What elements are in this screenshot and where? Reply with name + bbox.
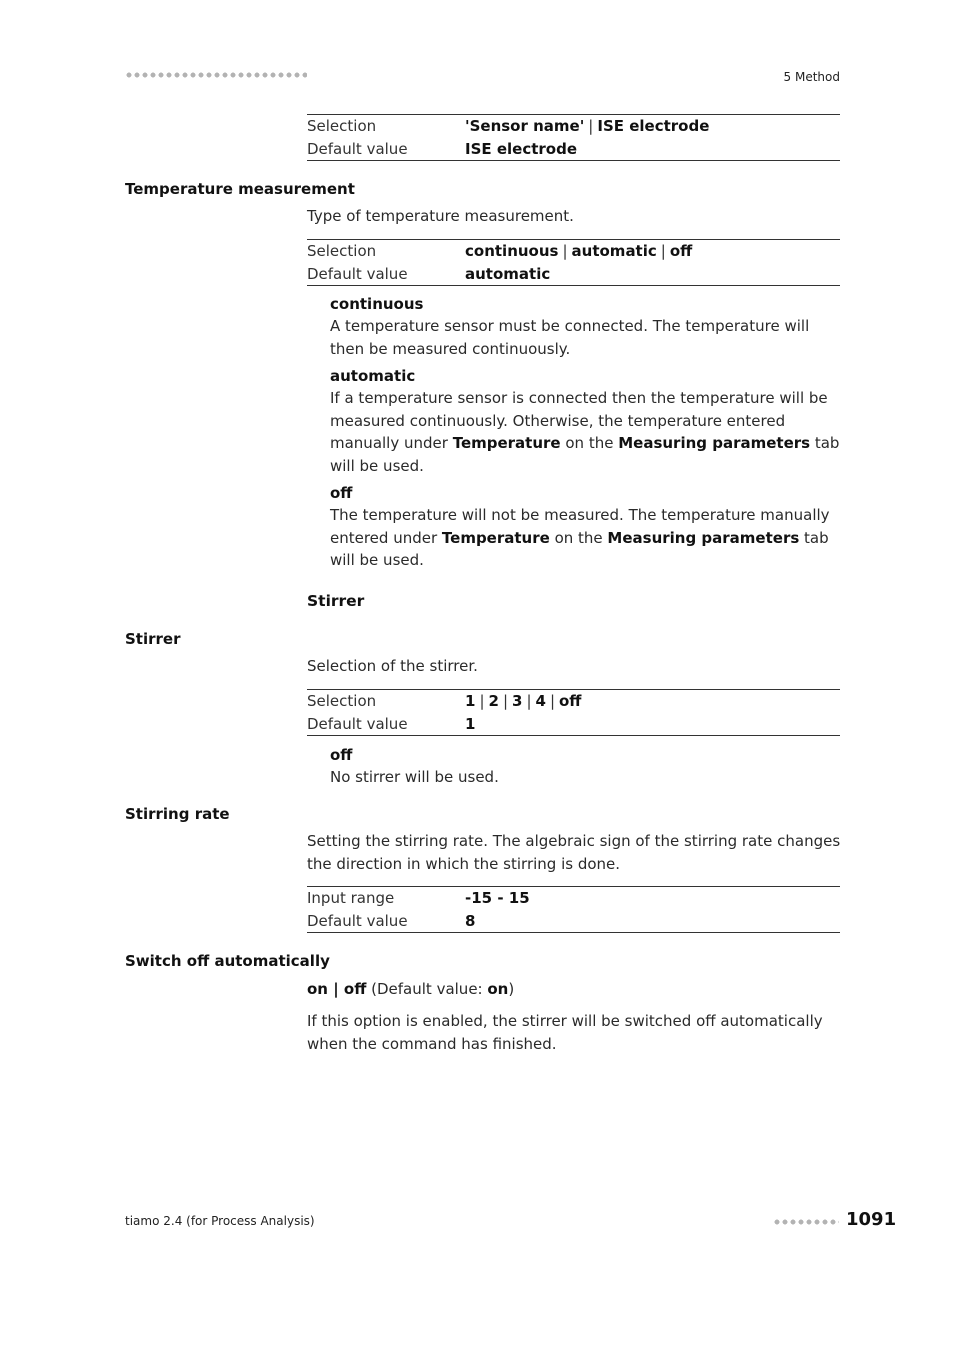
stirrer-heading: Stirrer xyxy=(125,630,181,648)
desc-text: If a temperature sensor is connected then the temperature will be measured continuously. Otherwise, the temperature entered manually under xyxy=(330,389,828,452)
temperature-definition-table xyxy=(307,239,840,286)
default-value: 1 xyxy=(465,714,476,733)
page-number: 1091 xyxy=(846,1209,897,1230)
desc-text: The temperature will not be measured. The temperature manually entered under xyxy=(330,506,830,547)
option-name: off xyxy=(330,746,353,764)
switch-off-description: If this option is enabled, the stirrer will be switched off automatically when the command has finished. xyxy=(307,1012,823,1053)
sensor-definition-table xyxy=(307,114,840,161)
selection-values: continuous | automatic | off xyxy=(465,242,693,261)
option-continuous xyxy=(330,293,842,360)
stirring-rate-heading: Stirring rate xyxy=(125,805,230,823)
table-row xyxy=(307,690,840,713)
input-range-value: -15 - 15 xyxy=(465,889,530,908)
option-name: automatic xyxy=(330,367,416,385)
default-prefix: (Default value: xyxy=(366,980,488,998)
option-description xyxy=(330,387,842,477)
table-row xyxy=(307,713,840,736)
switch-off-heading: Switch off automatically xyxy=(125,952,330,970)
table-row xyxy=(307,138,840,161)
default-value: automatic xyxy=(465,264,551,283)
temperature-heading: Temperature measurement xyxy=(125,180,355,198)
selection-value: off xyxy=(669,242,693,261)
option-description: No stirrer will be used. xyxy=(330,768,499,786)
table-row xyxy=(307,115,840,138)
selection-value: ISE electrode xyxy=(597,117,710,136)
table-row xyxy=(307,887,840,910)
selection-values: 1 | 2 | 3 | 4 | off xyxy=(465,692,582,711)
default-value: ISE electrode xyxy=(465,139,578,158)
desc-emphasis: Temperature xyxy=(441,528,550,547)
default-label: Default value xyxy=(307,911,408,930)
header-decoration xyxy=(125,71,307,79)
default-label: Default value xyxy=(307,714,408,733)
selection-value: 4 xyxy=(535,692,546,711)
option-stirrer-off xyxy=(330,744,842,789)
choice-values: on | off xyxy=(307,980,367,998)
selection-value: continuous xyxy=(465,242,559,261)
option-automatic xyxy=(330,365,842,477)
stirrer-description: Selection of the stirrer. xyxy=(307,657,478,675)
stirrer-definition-table xyxy=(307,689,840,736)
selection-value: automatic xyxy=(571,242,657,261)
option-description: A temperature sensor must be connected. The temperature will then be measured continuously. xyxy=(330,317,810,358)
selection-value: off xyxy=(559,692,582,711)
default-label: Default value xyxy=(307,139,408,158)
chapter-label: 5 Method xyxy=(783,70,840,84)
table-row xyxy=(307,910,840,933)
product-label: tiamo 2.4 (for Process Analysis) xyxy=(125,1214,315,1228)
table-row xyxy=(307,263,840,286)
default-value: on xyxy=(487,980,509,998)
option-off xyxy=(330,482,842,572)
selection-value: 2 xyxy=(488,692,499,711)
default-label: Default value xyxy=(307,264,408,283)
stirrer-section-title: Stirrer xyxy=(307,592,365,610)
input-range-label: Input range xyxy=(307,889,395,908)
option-description xyxy=(330,504,842,572)
selection-value: 1 xyxy=(465,692,476,711)
default-value: 8 xyxy=(465,911,476,930)
default-suffix: ) xyxy=(508,980,515,998)
desc-text: tab will be used. xyxy=(330,434,840,475)
desc-text: on the xyxy=(560,434,619,452)
temperature-description: Type of temperature measurement. xyxy=(307,207,574,225)
desc-text: tab will be used. xyxy=(330,528,829,569)
selection-value: 3 xyxy=(512,692,523,711)
desc-emphasis: Temperature xyxy=(452,434,561,452)
selection-label: Selection xyxy=(307,242,377,261)
desc-text: on the xyxy=(549,528,608,547)
selection-label: Selection xyxy=(307,117,377,136)
footer-decoration xyxy=(773,1218,839,1226)
desc-emphasis: Measuring parameters xyxy=(618,434,811,452)
switch-off-choice xyxy=(307,978,842,1001)
option-name: continuous xyxy=(330,295,424,313)
table-row xyxy=(307,240,840,263)
option-name: off xyxy=(330,484,353,502)
desc-emphasis: Measuring parameters xyxy=(607,528,800,547)
selection-value: 'Sensor name' xyxy=(465,117,585,136)
stirring-rate-definition-table xyxy=(307,886,840,933)
stirring-rate-description: Setting the stirring rate. The algebraic sign of the stirring rate changes the direction in which the stirring is done. xyxy=(307,832,841,873)
selection-label: Selection xyxy=(307,692,377,711)
selection-values: 'Sensor name' | ISE electrode xyxy=(465,117,710,136)
